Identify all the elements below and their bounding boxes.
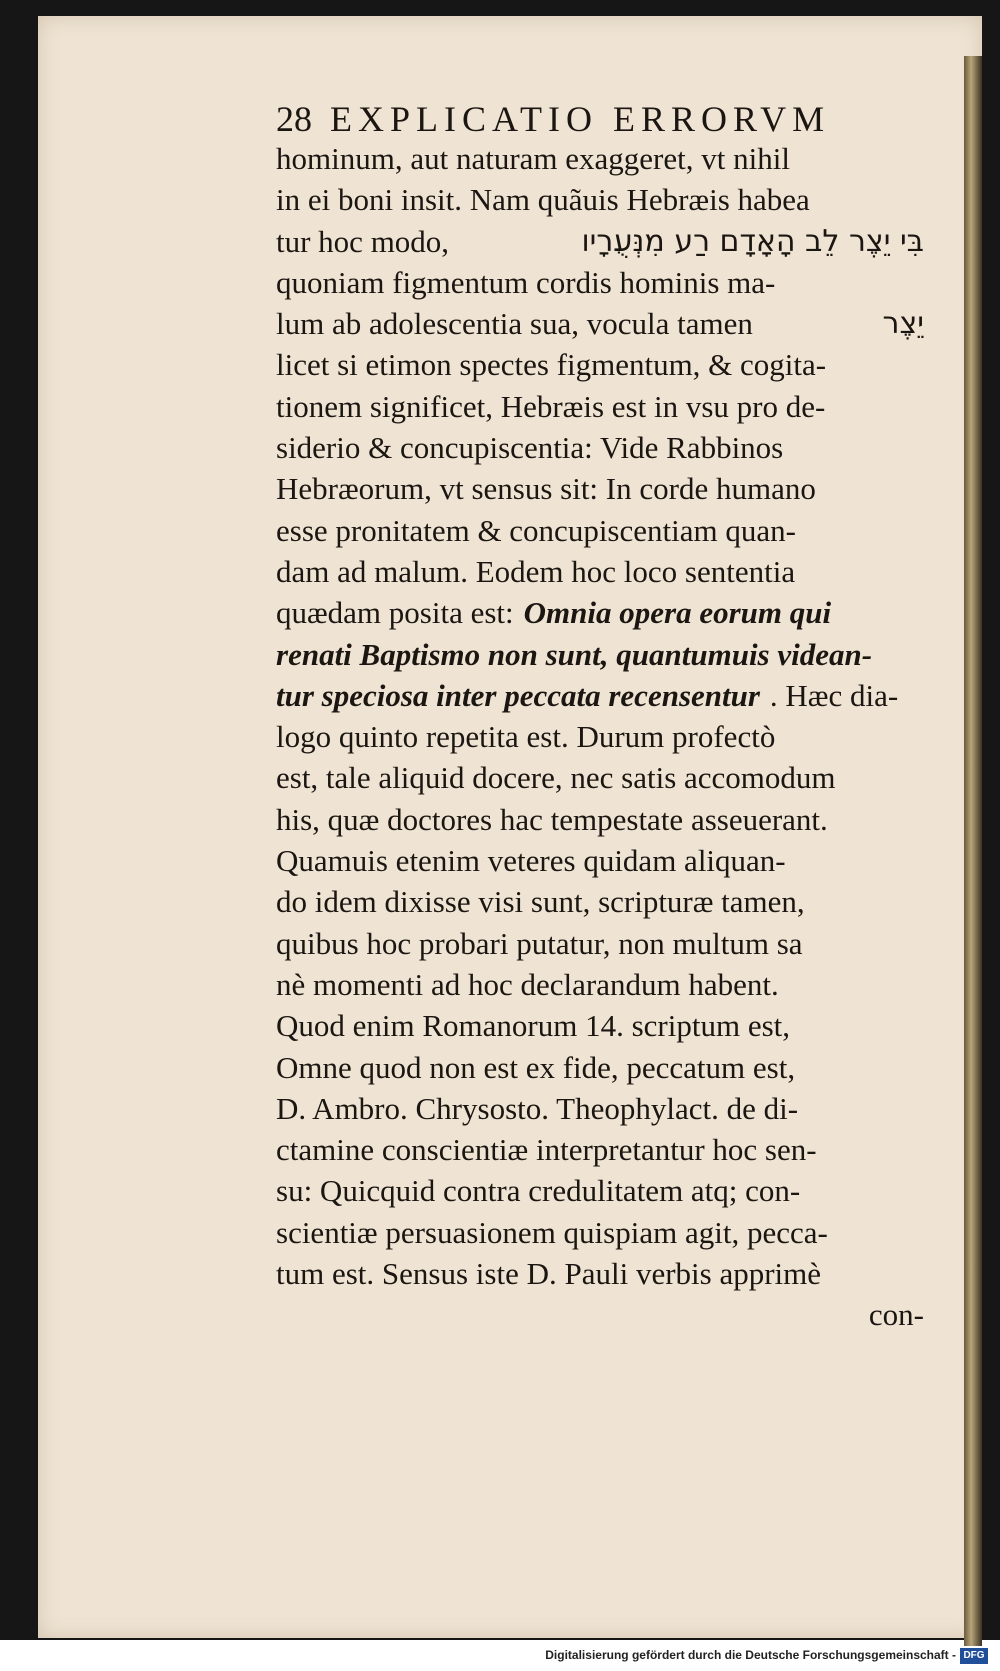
page-edge [964, 56, 982, 1656]
text-line: hominum, aut naturam exaggeret, vt nihil [276, 141, 790, 176]
footer-credit: Digitalisierung gefördert durch die Deutsche Forschungsgemeinschaft - [545, 1648, 956, 1662]
text-line: licet si etimon spectes figmentum, & cogita- [276, 347, 827, 383]
text-line: Omne quod non est ex fide, peccatum est, [276, 1049, 796, 1085]
text-line: ctamine conscientiæ interpretantur hoc sen- [276, 1132, 817, 1168]
italic-quote: tur speciosa inter peccata recensentur [276, 677, 760, 713]
digitization-footer [0, 1646, 1000, 1671]
text-line: tum est. Sensus iste D. Pauli verbis apprimè [276, 1256, 822, 1292]
text-line: quibus hoc probari putatur, non multum sa [276, 925, 803, 961]
text-line: do idem dixisse visi sunt, scripturæ tamen, [276, 884, 805, 920]
text-line: his, quæ doctores hac tempestate asseuerant. [276, 801, 828, 837]
text-line: D. Ambro. Chrysosto. Theophylact. de di- [276, 1090, 799, 1126]
catchword-line [276, 1294, 924, 1335]
italic-quote: renati Baptismo non sunt, quantumuis videan- [276, 636, 873, 672]
text-line: tionem significet, Hebræis est in vsu pro de- [276, 388, 826, 424]
catchword: con- [868, 1297, 924, 1333]
running-header [276, 98, 916, 140]
text-line: tur hoc modo, בִּי יֵצֶר לֵב הָאָדָם רַע מִנְּעֻרָיו [276, 221, 924, 262]
hebrew-quote: בִּי יֵצֶר לֵב הָאָדָם רַע מִנְּעֻרָיו [581, 223, 924, 259]
italic-quote: Omnia opera eorum qui [523, 595, 832, 631]
dfg-logo-icon: DFG [960, 1648, 988, 1664]
text-line: Quamuis etenim veteres quidam aliquan- [276, 843, 786, 879]
text-line: dam ad malum. Eodem hoc loco sententia [276, 553, 796, 589]
text-line [276, 634, 924, 675]
text-line: lum ab adolescentia sua, vocula tamen יֵצֶר [276, 303, 924, 344]
hebrew-word: יֵצֶר [882, 306, 924, 342]
body-text [276, 138, 924, 1336]
text-line: est, tale aliquid docere, nec satis accomodum [276, 760, 836, 796]
text-line: Quod enim Romanorum 14. scriptum est, [276, 1008, 791, 1044]
text-line: logo quinto repetita est. Durum profectò [276, 719, 776, 755]
text-line: su: Quicquid contra credulitatem atq; con- [276, 1173, 801, 1209]
page-number: 28 [276, 99, 312, 139]
text-line: Hebræorum, vt sensus sit: In corde humano [276, 471, 816, 507]
text-line: siderio & concupiscentia: Vide Rabbinos [276, 430, 784, 466]
running-title: EXPLICATIO ERRORVM [330, 99, 831, 139]
text-line: scientiæ persuasionem quispiam agit, pecca- [276, 1214, 828, 1250]
text-line: quoniam figmentum cordis hominis ma- [276, 264, 776, 300]
text-line: esse pronitatem & concupiscentiam quan- [276, 512, 796, 548]
text-line: nè momenti ad hoc declarandum habent. [276, 966, 779, 1002]
text-line: quædam posita est: Omnia opera eorum qui [276, 592, 924, 633]
text-line: tur speciosa inter peccata recensentur . Hæc dia- [276, 675, 924, 716]
text-line: in ei boni insit. Nam quãuis Hebræis habea [276, 182, 810, 218]
